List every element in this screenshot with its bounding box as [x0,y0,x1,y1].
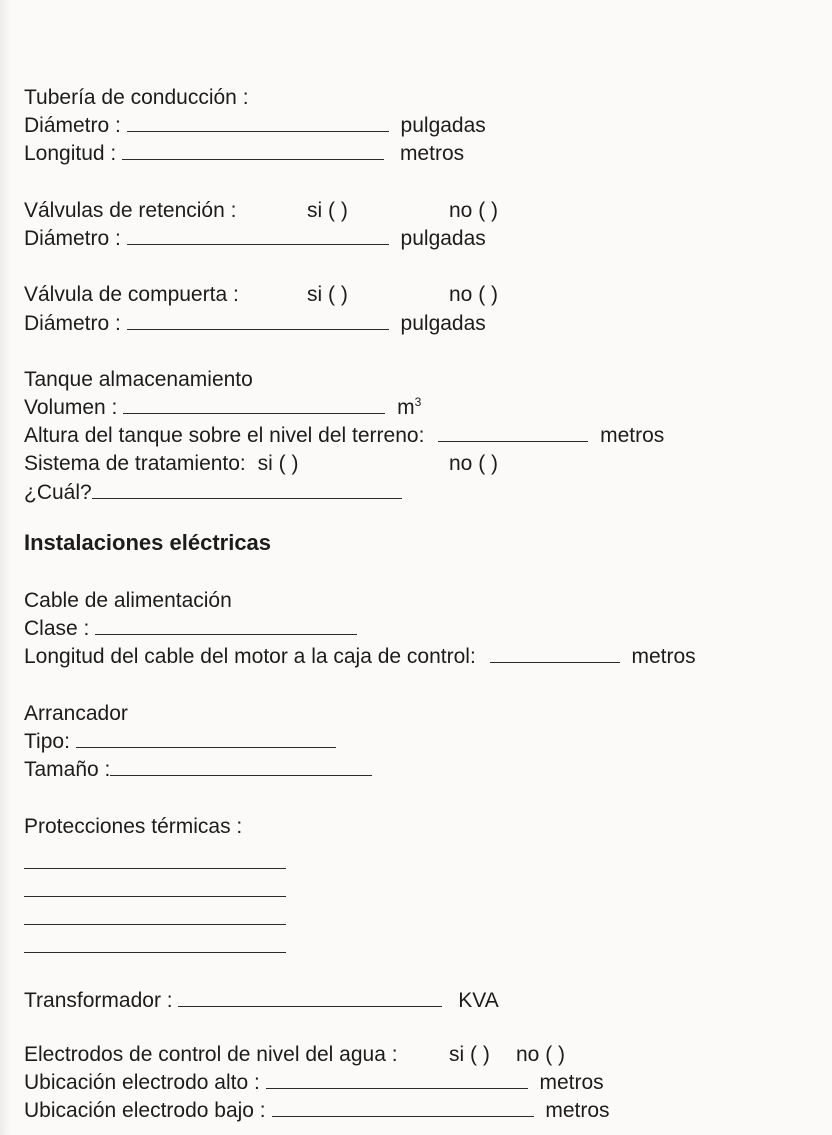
conduccion-longitud-field[interactable] [122,141,384,160]
protecciones-field-1[interactable] [24,841,286,869]
cable-longitud-row [24,643,814,671]
electrodo-alto-label: Ubicación electrodo alto : [24,1071,260,1095]
protecciones-field-2[interactable] [24,869,286,897]
tanque-cual-label: ¿Cuál? [24,480,92,504]
clase-field[interactable] [95,616,357,635]
compuerta-diametro-unit: pulgadas [400,311,486,335]
tanque-volumen-field[interactable] [123,395,385,414]
compuerta-diametro-label: Diámetro : [24,311,121,335]
retencion-si-checkbox[interactable]: si ( ) [307,198,348,222]
conduccion-longitud-row [24,140,814,168]
compuerta-diametro-field[interactable] [127,311,389,330]
tratamiento-si-checkbox[interactable]: si ( ) [257,452,299,476]
protecciones-field-3[interactable] [24,897,286,925]
tipo-row [24,728,814,756]
tanque-altura-row [24,422,814,450]
tanque-altura-field[interactable] [438,423,588,442]
electrodos-si-checkbox[interactable]: si ( ) [449,1042,490,1066]
cable-heading: Cable de alimentación [24,589,232,612]
form-page [24,84,814,1125]
conduccion-diametro-row [24,112,814,140]
tanque-tratamiento-row [24,450,814,478]
protecciones-field-4[interactable] [24,925,286,953]
compuerta-no-checkbox[interactable]: no ( ) [449,283,499,307]
electrodo-bajo-unit: metros [545,1099,610,1123]
electrodo-alto-row [24,1069,814,1097]
retencion-diametro-field[interactable] [127,226,389,245]
tamano-label: Tamaño : [24,758,111,782]
compuerta-row [24,281,814,309]
retencion-label: Válvulas de retención : [24,198,237,222]
cable-longitud-unit: metros [631,645,696,669]
tanque-volumen-unit: $m^3$ [397,395,422,420]
tanque-tratamiento-label: Sistema de tratamiento: [24,452,246,476]
tanque-volumen-label: Volumen : [24,396,118,420]
tanque-altura-label: Altura del tanque sobre el nivel del terreno: [24,424,425,448]
tanque-volumen-row [24,394,814,422]
arrancador-heading: Arrancador [24,701,128,725]
retencion-diametro-label: Diámetro : [24,226,121,250]
electrodo-alto-field[interactable] [266,1070,528,1089]
cable-longitud-field[interactable] [490,644,620,663]
electrodo-bajo-row [24,1097,814,1125]
protecciones-heading: Protecciones térmicas : [24,814,243,838]
tanque-altura-unit: metros [600,424,665,448]
electrodos-no-checkbox[interactable]: no ( ) [516,1042,566,1066]
clase-label: Clase : [24,617,90,641]
conduccion-longitud-unit: metros [399,142,465,166]
electrodos-row [24,1041,814,1069]
tratamiento-no-checkbox[interactable]: no ( ) [449,452,499,476]
page-edge-shadow [0,0,10,1135]
tipo-field[interactable] [76,729,336,748]
conduccion-heading: Tubería de conducción : [24,86,249,109]
tanque-heading: Tanque almacenamiento [24,367,253,391]
conduccion-longitud-label: Longitud : [24,142,117,166]
conduccion-diametro-unit: pulgadas [400,114,486,138]
conduccion-diametro-field[interactable] [127,113,389,132]
retencion-diametro-row [24,225,814,253]
tanque-cual-field[interactable] [92,480,402,499]
electrodos-label: Electrodos de control de nivel del agua : [24,1042,398,1066]
electrodo-bajo-label: Ubicación electrodo bajo : [24,1099,266,1123]
transformador-label: Transformador : [24,988,173,1012]
electrodo-bajo-field[interactable] [272,1098,534,1117]
transformador-field[interactable] [178,988,442,1007]
compuerta-diametro-row [24,310,814,338]
electricas-title: Instalaciones eléctricas [24,529,272,555]
transformador-row [24,987,814,1015]
cable-longitud-label: Longitud del cable del motor a la caja de control: [24,645,476,669]
clase-row [24,615,814,643]
compuerta-label: Válvula de compuerta : [24,283,239,307]
retencion-no-checkbox[interactable]: no ( ) [449,198,499,222]
retencion-row [24,197,814,225]
tamano-field[interactable] [110,757,372,776]
tamano-row [24,756,814,784]
tanque-cual-row [24,479,814,507]
conduccion-diametro-label: Diámetro : [24,114,121,138]
compuerta-si-checkbox[interactable]: si ( ) [307,283,348,307]
transformador-unit: KVA [458,988,499,1012]
tanque-volumen-exponent: 3 [414,395,422,410]
retencion-diametro-unit: pulgadas [400,226,486,250]
tipo-label: Tipo: [24,729,70,753]
electrodo-alto-unit: metros [539,1071,604,1095]
